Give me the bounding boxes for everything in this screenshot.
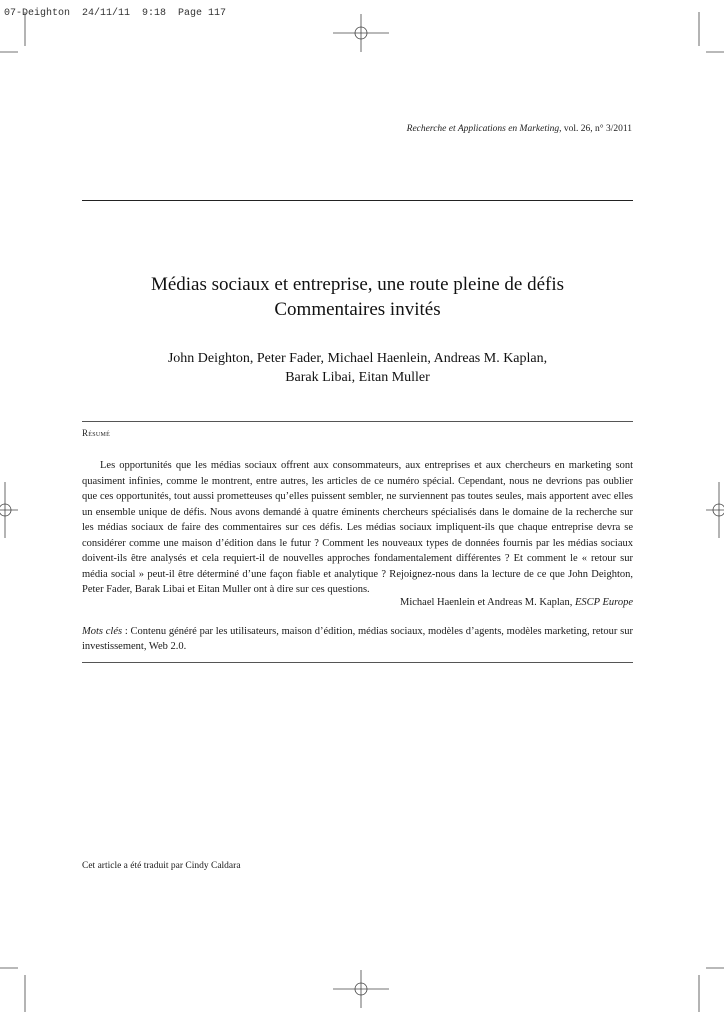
registration-mark-right	[706, 482, 724, 538]
journal-reference	[407, 124, 632, 134]
article-title	[82, 272, 633, 322]
journal-issue: vol. 26, n° 3/2011	[561, 124, 632, 134]
print-slug-header: 07-Deighton 24/11/11 9:18 Page 117	[4, 8, 227, 19]
keywords-separator: :	[122, 626, 131, 637]
abstract-body: Les opportunités que les médias sociaux offrent aux consommateurs, aux entreprises et aux chercheurs en marketing sont quasiment infinies, comme le montrent, entre autres, les articles de ce numéro spécial. Cependant, nous ne devrions pas oublier que ces opportunités, tout aussi prometteuses qu’elles puissent sembler, ne surviennent pas toutes seules, mais apportent avec elles un ensemble unique de défis. Nous avons demandé à quatre éminents chercheurs spécialisés dans le domaine de la recherche sur les médias sociaux de faire des commentaires sur ces défis. Les médias sociaux impliquent-ils que chaque entreprise devra se considérer comme une maison d’édition dans le futur ? Comment les nouveaux types de données fournis par les médias sociaux doivent-ils être analysés et cela requiert-il de nouvelles approches fondamentalement différentes ? Et comment le « retour sur média social » peut-il être déterminé d’une façon fiable et analytique ? Rejoignez-nous dans la lecture de ce que John Deighton, Peter Fader, Barak Libai et Eitan Muller ont à dire sur ces questions.	[82, 460, 633, 595]
signature-names: Michael Haenlein et Andreas M. Kaplan,	[400, 597, 575, 608]
header-divider	[82, 200, 633, 201]
abstract-bottom-divider	[82, 662, 633, 663]
abstract-heading: Résumé	[82, 428, 111, 438]
author-list	[82, 349, 633, 387]
keywords-block	[82, 624, 633, 654]
keywords-text: Contenu généré par les utilisateurs, maison d’édition, médias sociaux, modèles d’agents, modèles marketing, retour sur investissement, Web 2.0.	[82, 626, 634, 652]
registration-mark-left	[0, 482, 18, 538]
registration-mark-bottom	[333, 970, 389, 1008]
signature-affiliation: ESCP Europe	[574, 597, 633, 608]
translation-footnote: Cet article a été traduit par Cindy Caldara	[82, 861, 241, 871]
abstract-signature	[400, 595, 633, 610]
authors-line-2: Barak Libai, Eitan Muller	[285, 370, 430, 385]
abstract-top-divider	[82, 421, 633, 422]
keywords-label: Mots clés	[82, 626, 123, 637]
authors-line-1: John Deighton, Peter Fader, Michael Haenlein, Andreas M. Kaplan,	[167, 351, 548, 366]
journal-name: Recherche et Applications en Marketing,	[406, 124, 562, 134]
title-line-1: Médias sociaux et entreprise, une route pleine de défis	[150, 274, 565, 295]
title-line-2: Commentaires invités	[274, 299, 441, 320]
registration-mark-top	[333, 14, 389, 52]
